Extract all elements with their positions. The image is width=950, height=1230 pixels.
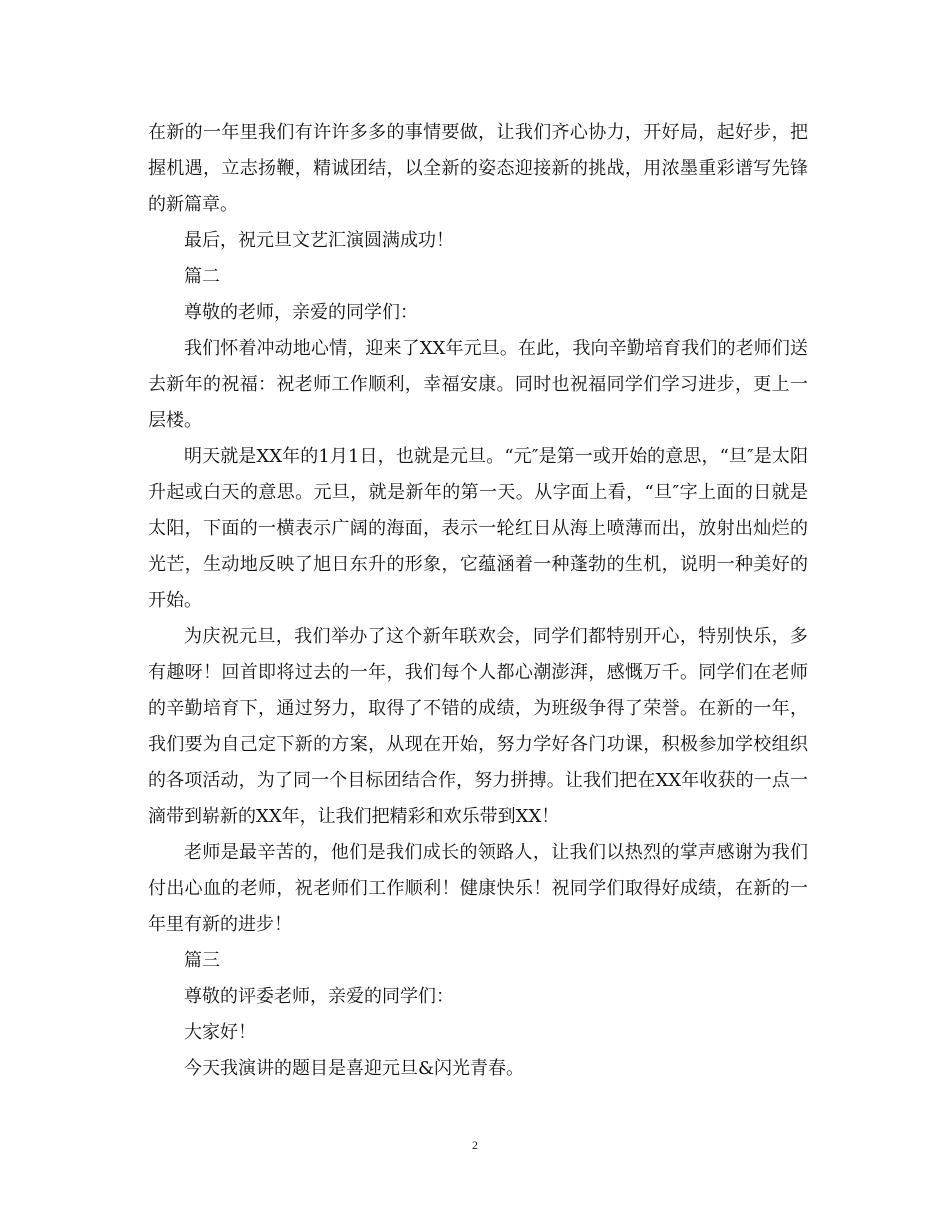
paragraph-continuation: 在新的一年里我们有许许多多的事情要做，让我们齐心协力，开好局，起好步，把握机遇，立志扬鞭，精诚团结，以全新的姿态迎接新的挑战，用浓墨重彩谱写先锋的新篇章。 — [148, 122, 808, 215]
paragraph-meaning-of-yuandan: 明天就是XX年的1月1日，也就是元旦。“元″是第一或开始的意思，“旦″是太阳升起或白天的意思。元旦，就是新年的第一天。从字面上看，“旦″字上面的日就是太阳，下面的一横表示广阔的海面，表示一轮红日从海上喷薄而出，放射出灿烂的光芒，生动地反映了旭日东升的形象，它蕴涵着一种蓬勃的生机，说明一种美好的开始。 — [148, 446, 808, 611]
paragraph-closing-wish: 最后，祝元旦文艺汇演圆满成功！ — [184, 230, 454, 251]
page-number: 2 — [472, 1138, 478, 1152]
document-body — [148, 115, 808, 1087]
section-heading-part-two: 篇二 — [184, 266, 220, 287]
paragraph-thanks-teachers: 老师是最辛苦的，他们是我们成长的领路人，让我们以热烈的掌声感谢为我们付出心血的老师，祝老师们工作顺利！健康快乐！祝同学们取得好成绩，在新的一年里有新的进步！ — [148, 842, 808, 935]
paragraph-greeting: 大家好！ — [184, 1022, 256, 1043]
section-heading-part-three: 篇三 — [184, 950, 220, 971]
paragraph-celebration: 为庆祝元旦，我们举办了这个新年联欢会，同学们都特别开心，特别快乐，多有趣呀！回首即将过去的一年，我们每个人都心潮澎湃，感慨万千。同学们在老师的辛勤培育下，通过努力，取得了不错的成绩，为班级争得了荣誉。在新的一年，我们要为自己定下新的方案，从现在开始，努力学好各门功课，积极参加学校组织的各项活动，为了同一个目标团结合作，努力拼搏。让我们把在XX年收获的一点一滴带到崭新的XX年，让我们把精彩和欢乐带到XX！ — [148, 626, 808, 827]
paragraph-speech-topic: 今天我演讲的题目是喜迎元旦&闪光青春。 — [184, 1058, 525, 1079]
paragraph-new-year-greeting: 我们怀着冲动地心情，迎来了XX年元旦。在此，我向辛勤培育我们的老师们送去新年的祝福：祝老师工作顺利，幸福安康。同时也祝福同学们学习进步，更上一层楼。 — [148, 338, 808, 431]
salutation-teachers-students: 尊敬的老师，亲爱的同学们： — [184, 302, 418, 323]
salutation-judges-students: 尊敬的评委老师，亲爱的同学们： — [184, 986, 454, 1007]
